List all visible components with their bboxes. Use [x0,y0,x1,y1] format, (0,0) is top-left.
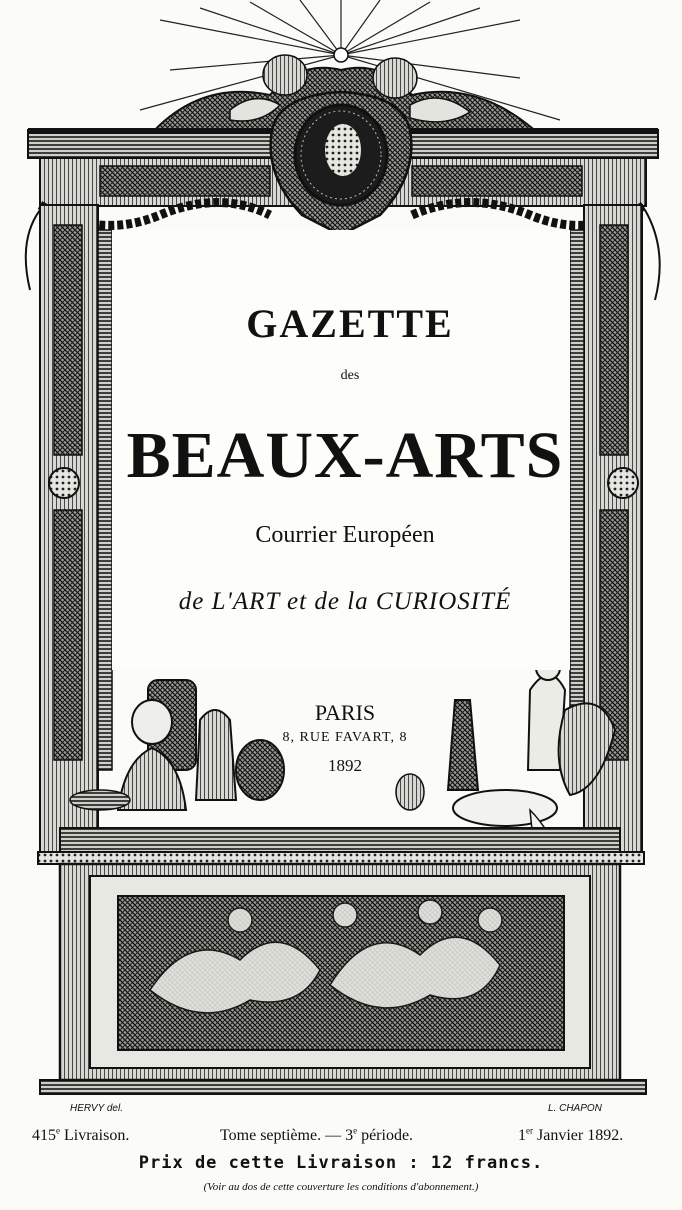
subtitle: Courrier Européen [255,522,435,548]
subscription-note: (Voir au dos de cette couverture les conditions d'abonnement.) [203,1181,479,1193]
publisher-address: 8, RUE FAVART, 8 [282,730,408,745]
title-beaux-arts: BEAUX-ARTS [126,419,564,492]
title-connector: des [340,368,360,383]
title-gazette: GAZETTE [246,301,454,346]
publication-year: 1892 [328,756,362,775]
issue-price: Prix de cette Livraison : 12 francs. [138,1153,544,1173]
engraver-signature-left: HERVY del. [70,1103,123,1114]
engraver-signature-right: L. CHAPON [548,1103,602,1114]
ledge [60,828,620,854]
volume-period: Tome septième. — 3e période. [220,1125,414,1144]
issue-number: 415e Livraison. [32,1125,130,1144]
publisher-city: PARIS [314,700,376,725]
subtitle-art-curiosite: de L'ART et de la CURIOSITÉ [178,588,512,615]
issue-date: 1er Janvier 1892. [518,1125,624,1144]
